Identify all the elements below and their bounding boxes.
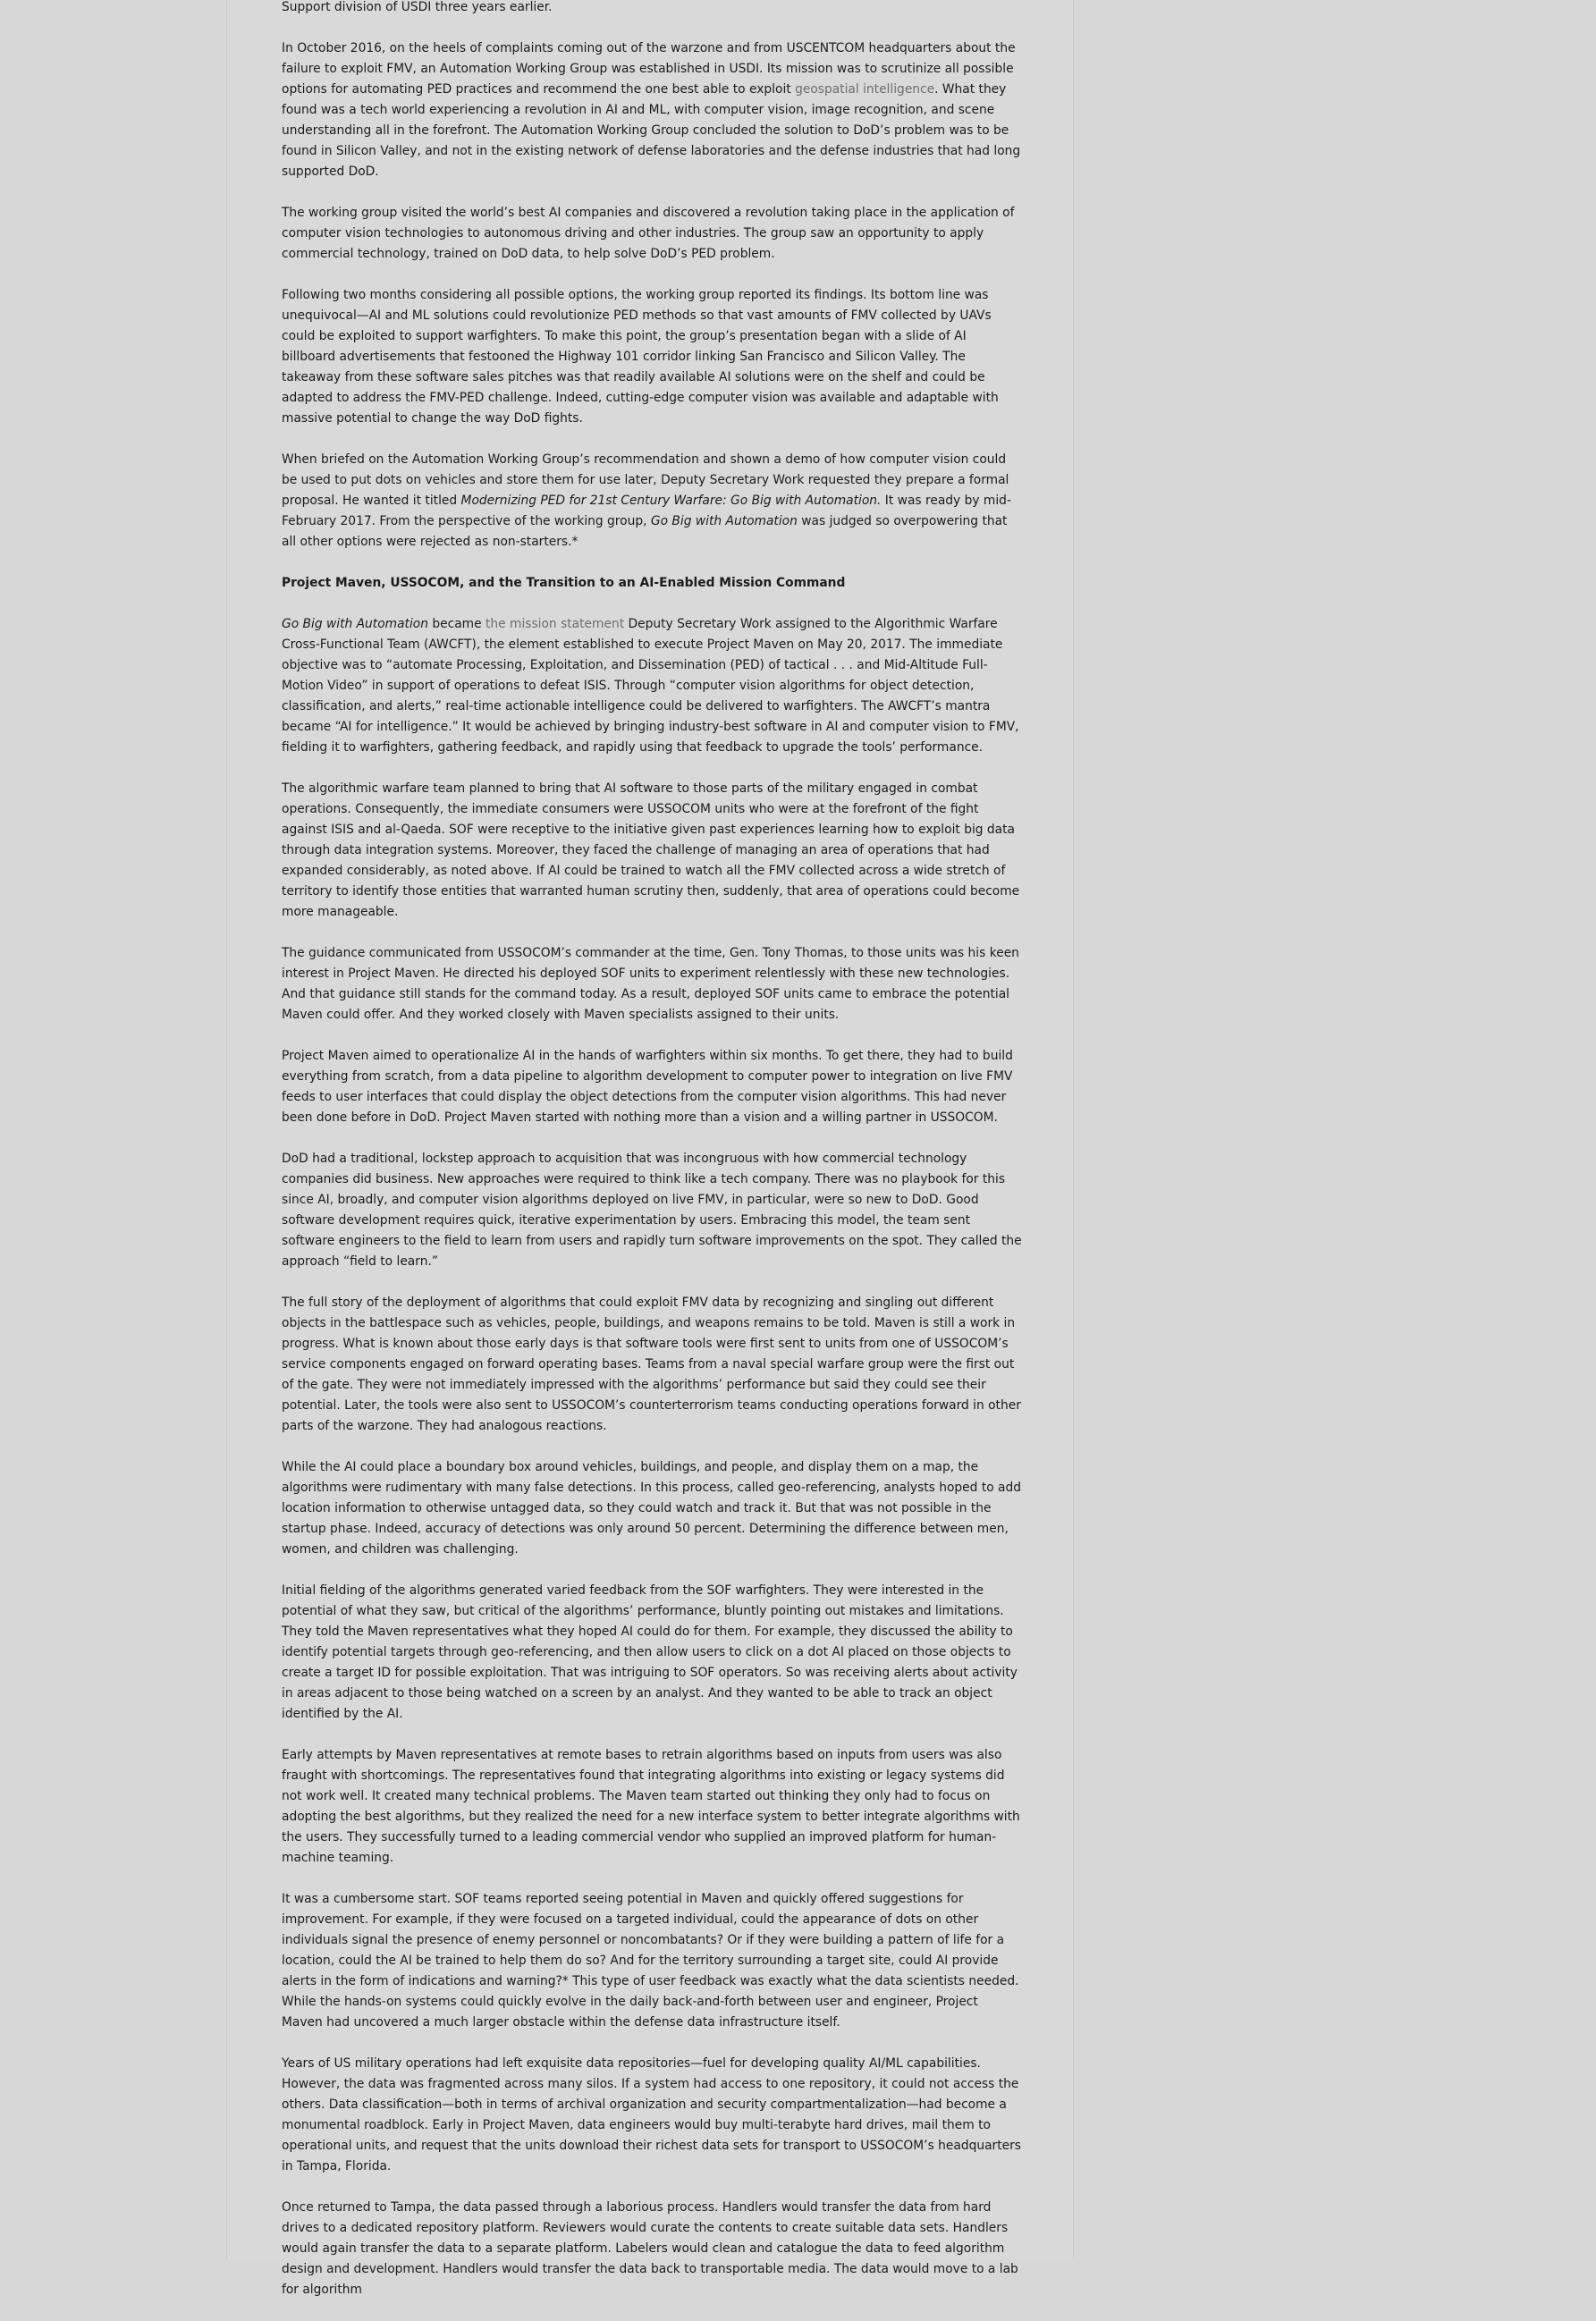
paragraph-text: The full story of the deployment of algorithms that could exploit FMV data by recognizing and singling out different objects in the battlespace such as vehicles, people, buildings, and weapons remains to be told. Maven is still a work in progress. What is known about those early days is that software tools were first sent to units from one of USSOCOM’s service components engaged on forward operating bases. Teams from a naval special warfare group were the first out of the gate. They were not immediately impressed with the algorithms’ performance but said they could see their potential. Later, the tools were also sent to USSOCOM’s counterterrorism teams conducting operations forward in other parts of the warzone. They had analogous reactions. xyxy=(282,1296,1021,1433)
paragraph xyxy=(282,0,1022,18)
paragraph-text: The guidance communicated from USSOCOM’s commander at the time, Gen. Tony Thomas, to those units was his keen interest in Project Maven. He directed his deployed SOF units to experiment relentlessly with these new technologies. And that guidance still stands for the command today. As a result, deployed SOF units came to embrace the potential Maven could offer. And they worked closely with Maven specialists assigned to their units. xyxy=(282,946,1019,1022)
paragraph-text: It was ready by mid-February 2017. From the perspective of the working group, xyxy=(282,494,1011,528)
italic-title: Go Big with Automation xyxy=(650,514,798,528)
paragraph-text: DoD had a traditional, lockstep approach to acquisition that was incongruous with how commercial technology companies did business. New approaches were required to think like a tech company. There was no playbook for this since AI, broadly, and computer vision algorithms deployed on live FMV, in particular, were so new to DoD. Good software development requires quick, iterative experimentation by users. Embracing this model, the team sent software engineers to the field to learn from users and rapidly turn software improvements on the spot. They called the approach “field to learn.” xyxy=(282,1152,1022,1269)
paragraph xyxy=(282,1293,1022,1437)
paragraph xyxy=(282,203,1022,265)
paragraph-text: Years of US military operations had left exquisite data repositories—fuel for developing quality AI/ML capabilities. However, the data was fragmented across many silos. If a system had access to one repository, it could not access the others. Data classification—both in terms of archival organization and security compartmentalization—had become a monumental roadblock. Early in Project Maven, data engineers would buy multi-terabyte hard drives, mail them to operational units, and request that the units download their richest data sets for transport to USSOCOM’s headquarters in Tampa, Florida. xyxy=(282,2056,1021,2173)
paragraph-text: In October 2016, on the heels of complaints coming out of the warzone and from USCENTCOM headquarters about the failure to exploit FMV, an Automation Working Group was established in USDI. Its mission was to scrutinize all possible options for automating PED practices and recommend the one best able to exploit xyxy=(282,41,1016,97)
paragraph xyxy=(282,38,1022,182)
paragraph-text: Project Maven aimed to operationalize AI in the hands of warfighters within six months. To get there, they had to build everything from scratch, from a data pipeline to algorithm development to computer power to integration on live FMV feeds to user interfaces that could display the object detections from the computer vision algorithms. This had never been done before in DoD. Project Maven started with nothing more than a vision and a willing partner in USSOCOM. xyxy=(282,1049,1013,1125)
paragraph xyxy=(282,285,1022,429)
paragraph-text: Following two months considering all possible options, the working group reported its findings. Its bottom line was unequivocal—AI and ML solutions could revolutionize PED methods so that vast amounts of FMV collected by UAVs could be exploited to support warfighters. To make this point, the group’s presentation began with a slide of AI billboard advertisements that festooned the Highway 101 corridor linking San Francisco and Silicon Valley. The takeaway from these software sales pitches was that readily available AI solutions were on the shelf and could be adapted to address the FMV-PED challenge. Indeed, cutting-edge computer vision was available and adaptable with massive potential to change the way DoD fights. xyxy=(282,288,999,426)
paragraph-text: Early attempts by Maven representatives at remote bases to retrain algorithms based on inputs from users was also fraught with shortcomings. The representatives found that integrating algorithms into existing or legacy systems did not work well. It created many technical problems. The Maven team started out thinking they only had to focus on adopting the best algorithms, but they realized the need for a new interface system to better integrate algorithms with the users. They successfully turned to a leading commercial vendor who supplied an improved platform for human-machine teaming. xyxy=(282,1748,1020,1865)
paragraph xyxy=(282,1046,1022,1128)
paragraph xyxy=(282,1457,1022,1560)
section-heading: Project Maven, USSOCOM, and the Transition to an AI-Enabled Mission Command xyxy=(282,576,846,590)
paragraph xyxy=(282,450,1022,553)
paragraph xyxy=(282,2198,1022,2300)
paragraph-text: It was a cumbersome start. SOF teams reported seeing potential in Maven and quickly offered suggestions for improvement. For example, if they were focused on a targeted individual, could the appearance of dots on other individuals signal the presence of enemy personnel or noncombatants? Or if they were building a pattern of life for a location, could the AI be trained to help them do so? And for the territory surrounding a target site, could AI provide alerts in the form of indications and warning?* This type of user feedback was exactly what the data scientists needed. While the hands-on systems could quickly evolve in the daily back-and-forth between user and engineer, Project Maven had uncovered a much larger obstacle within the defense data infrastructure itself. xyxy=(282,1892,1019,2030)
paragraph-text: Once returned to Tampa, the data passed through a laborious process. Handlers would transfer the data from hard drives to a dedicated repository platform. Reviewers would curate the contents to create suitable data sets. Handlers would again transfer the data to a separate platform. Labelers would clean and catalogue the data to feed algorithm design and development. Handlers would transfer the data back to transportable media. The data would move to a lab for algorithm xyxy=(282,2200,1018,2297)
italic-title: Go Big with Automation xyxy=(282,617,428,631)
paragraph-text: When briefed on the Automation Working Group’s recommendation and shown a demo of how computer vision could be used to put dots on vehicles and store them for use later, Deputy Secretary Work requested they prepare a formal proposal. He wanted it titled xyxy=(282,452,1009,508)
link-geospatial-intelligence[interactable]: geospatial intelligence xyxy=(795,82,935,97)
paragraph xyxy=(282,614,1022,758)
paragraph-text: The working group visited the world’s best AI companies and discovered a revolution taking place in the application of computer vision technologies to autonomous driving and other industries. The group saw an opportunity to apply commercial technology, trained on DoD data, to help solve DoD’s PED problem. xyxy=(282,206,1015,261)
paragraph-text: The algorithmic warfare team planned to bring that AI software to those parts of the military engaged in combat operations. Consequently, the immediate consumers were USSOCOM units who were at the forefront of the fight against ISIS and al-Qaeda. SOF were receptive to the initiative given past experiences learning how to exploit big data through data integration systems. Moreover, they faced the challenge of managing an area of operations that had expanded considerably, as noted above. If AI could be trained to watch all the FMV collected across a wide stretch of territory to identify those entities that warranted human scrutiny then, suddenly, that area of operations could become more manageable. xyxy=(282,781,1020,919)
paragraph xyxy=(282,1745,1022,1869)
paragraph-text: Support division of USDI three years earlier. xyxy=(282,0,553,14)
paragraph-text: became xyxy=(427,617,486,631)
link-mission-statement[interactable]: the mission statement xyxy=(485,617,625,631)
italic-title: Modernizing PED for 21st Century Warfare: Go Big with Automation. xyxy=(460,494,882,508)
paragraph-text: . What they found was a tech world experiencing a revolution in AI and ML, with computer vision, image recognition, and scene understanding all in the forefront. The Automation Working Group concluded the solution to DoD’s problem was to be found in Silicon Valley, and not in the existing network of defense laboratories and the defense industries that had long supported DoD. xyxy=(282,82,1021,179)
paragraph-text: Deputy Secretary Work assigned to the Algorithmic Warfare Cross-Functional Team (AWCFT), the element established to execute Project Maven on May 20, 2017. The immediate objective was to “automate Processing, Exploitation, and Dissemination (PED) of tactical . . . and Mid-Altitude Full-Motion Video” in support of operations to defeat ISIS. Through “computer vision algorithms for object detection, classification, and alerts,” real-time actionable intelligence could be delivered to warfighters. The AWCFT’s mantra became “AI for intelligence.” It would be achieved by bringing industry-best software in AI and computer vision to FMV, fielding it to warfighters, gathering feedback, and rapidly using that feedback to upgrade the tools’ performance. xyxy=(282,617,1019,755)
paragraph xyxy=(282,1889,1022,2033)
paragraph xyxy=(282,2054,1022,2177)
paragraph xyxy=(282,943,1022,1025)
paragraph-text: While the AI could place a boundary box around vehicles, buildings, and people, and display them on a map, the algorithms were rudimentary with many false detections. In this process, called geo-referencing, analysts hoped to add location information to otherwise untagged data, so they could watch and track it. But that was not possible in the startup phase. Indeed, accuracy of detections was only around 50 percent. Determining the difference between men, women, and children was challenging. xyxy=(282,1460,1022,1557)
paragraph-text: Initial fielding of the algorithms generated varied feedback from the SOF warfighters. They were interested in the potential of what they saw, but critical of the algorithms’ performance, bluntly pointing out mistakes and limitations. They told the Maven representatives what they hoped AI could do for them. For example, they discussed the ability to identify potential targets through geo-referencing, and then allow users to click on a dot AI placed on those objects to create a target ID for possible exploitation. That was intriguing to SOF operators. So was receiving alerts about activity in areas adjacent to those being watched on a screen by an analyst. And they wanted to be able to track an object identified by the AI. xyxy=(282,1583,1018,1721)
article-body xyxy=(282,0,1022,2321)
paragraph xyxy=(282,1149,1022,1272)
paragraph xyxy=(282,1581,1022,1725)
paragraph-text: was judged so overpowering that all other options were rejected as non-starters.* xyxy=(282,514,1008,549)
paragraph xyxy=(282,779,1022,923)
